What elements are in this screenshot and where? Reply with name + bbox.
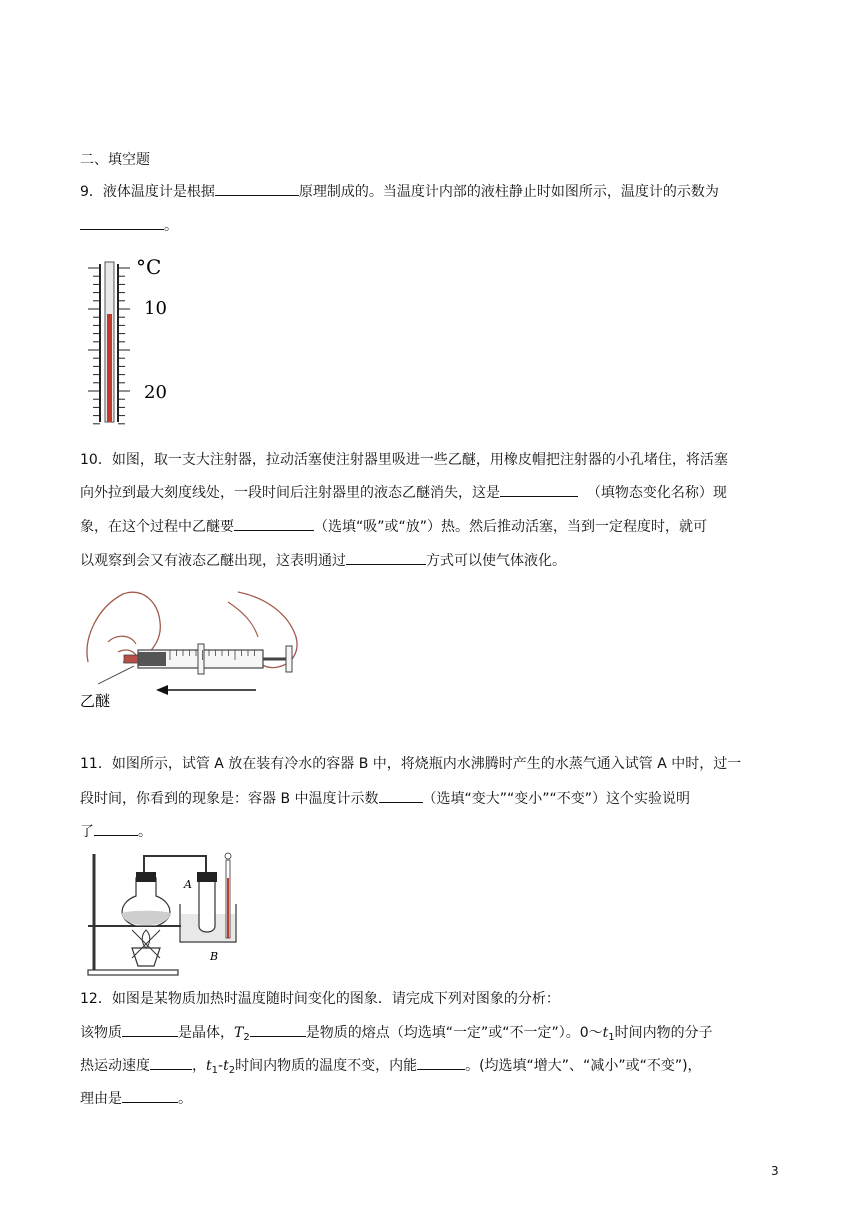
q11-line2 xyxy=(80,788,690,808)
page-number: 3 xyxy=(771,1164,779,1178)
q10-blank-2[interactable] xyxy=(234,516,314,531)
q12-text-2d: 时间内物的分子 xyxy=(614,1025,713,1041)
q12-text-3c: 时间内物质的温度不变，内能 xyxy=(235,1058,418,1074)
tick-label-10: 10 xyxy=(144,298,167,319)
plunger-head xyxy=(286,646,292,672)
q10-text-4b: 方式可以使气体液化。 xyxy=(426,553,566,569)
q12-t2-sub: 2 xyxy=(228,1065,236,1076)
q12-t1b: t xyxy=(206,1058,212,1074)
q12-blank-4[interactable] xyxy=(417,1055,465,1070)
q11-text-2a: 段时间，你看到的现象是：容器 B 中温度计示数 xyxy=(80,791,379,807)
q11-text-3a: 了 xyxy=(80,824,94,840)
q12-blank-3[interactable] xyxy=(150,1055,192,1070)
liquid-column xyxy=(107,314,112,422)
q9-end: 。 xyxy=(164,218,178,234)
q10-number: 10． xyxy=(80,452,112,468)
q11-text-3b: 。 xyxy=(138,824,152,840)
ether-pointer xyxy=(98,666,134,684)
q12-t2: t xyxy=(223,1058,229,1074)
q10-text-2a: 向外拉到最大刻度线处，一段时间后注射器里的液态乙醚消失，这是 xyxy=(80,485,500,501)
q10-line1 xyxy=(80,451,728,469)
q12-text-3a: 热运动速度 xyxy=(80,1058,150,1074)
section-title: 二、填空题 xyxy=(80,152,150,168)
ether-label: 乙醚 xyxy=(80,692,111,710)
alcohol-lamp xyxy=(132,948,160,966)
unit-label: °C xyxy=(136,255,162,279)
q12-blank-5[interactable] xyxy=(122,1088,178,1103)
q11-line1 xyxy=(80,755,741,773)
apparatus-figure xyxy=(84,848,254,978)
q12-blank-1[interactable] xyxy=(122,1022,178,1037)
q12-text-2b: 是晶体， xyxy=(178,1025,234,1041)
q9-text-a: 液体温度计是根据 xyxy=(102,184,215,200)
label-a: A xyxy=(184,878,192,891)
q12-text-4a: 理由是 xyxy=(80,1091,122,1107)
q9-number: 9． xyxy=(80,184,103,200)
q11-number: 11． xyxy=(80,756,112,772)
q12-line3: 热运动速度 ，$t_1-t_2$时间内物质的温度不变，内能 。(均选填“增大”、“减小”或“不变”)， xyxy=(80,1055,702,1080)
q12-number: 12． xyxy=(80,991,112,1007)
flame-icon xyxy=(142,930,150,948)
q12-T: T xyxy=(234,1025,244,1041)
q12-text-2c: 是物质的熔点（均选填“一定”或“不一定”）。0～ xyxy=(305,1025,603,1041)
q12-t1: t xyxy=(602,1025,609,1041)
q10-text-3b: （选填“吸”或“放”）热。然后推动活塞，当到一定程度时，就可 xyxy=(314,519,708,535)
q11-blank-2[interactable] xyxy=(94,821,138,836)
thermometer-top xyxy=(225,853,231,859)
q9-line2 xyxy=(80,215,178,235)
thermometer-liquid xyxy=(227,878,229,938)
q10-text-1: 如图，取一支大注射器，拉动活塞使注射器里吸进一些乙醚，用橡皮帽把注射器的小孔堵住，将活塞 xyxy=(111,452,728,468)
q11-line3 xyxy=(80,821,152,841)
q11-text-1: 如图所示，试管 A 放在装有冷水的容器 B 中，将烧瓶内水沸腾时产生的水蒸气通入试管 A 中时，过一 xyxy=(111,756,742,772)
tube-stopper xyxy=(197,872,217,882)
syringe-figure xyxy=(78,582,308,712)
q12-line1 xyxy=(80,990,560,1008)
right-fingers-icon xyxy=(228,602,258,637)
q12-text-3d: 。(均选填“增大”、“减小”或“不变”)， xyxy=(465,1058,702,1074)
q12-text-2a: 该物质 xyxy=(80,1025,122,1041)
q10-blank-3[interactable] xyxy=(346,550,426,565)
q9-line1 xyxy=(80,181,719,201)
q10-blank-1[interactable] xyxy=(500,482,578,497)
q12-text-1: 如图是某物质加热时温度随时间变化的图象．请完成下列对图象的分析： xyxy=(111,991,560,1007)
q9-blank-2[interactable] xyxy=(80,215,164,230)
thermometer-figure xyxy=(86,252,176,427)
q12-line4 xyxy=(80,1088,192,1108)
q12-t1b-sub: 1 xyxy=(211,1065,219,1076)
q12-blank-2[interactable] xyxy=(250,1022,306,1037)
q10-text-4a: 以观察到会又有液态乙醚出现，这表明通过 xyxy=(80,553,346,569)
q10-line4 xyxy=(80,550,566,570)
tick-label-20: 20 xyxy=(144,382,167,403)
test-tube-a xyxy=(199,876,215,932)
q12-t1-sub: 1 xyxy=(608,1032,615,1043)
q12-T-sub: 2 xyxy=(243,1032,250,1043)
q12-text-3b: ， xyxy=(192,1058,206,1074)
flask-stopper xyxy=(136,872,156,882)
q12-line2 xyxy=(80,1022,713,1047)
q9-blank-1[interactable] xyxy=(215,181,299,196)
left-arrow-icon xyxy=(156,685,168,695)
ether-liquid xyxy=(138,652,166,666)
q11-text-2b: （选填“变大”“变小”“不变”）这个实验说明 xyxy=(422,791,691,807)
syringe-flange xyxy=(198,644,204,674)
q9-text-b: 原理制成的。当温度计内部的液柱静止时如图所示，温度计的示数为 xyxy=(298,184,719,200)
q10-line3 xyxy=(80,516,707,536)
rubber-cap xyxy=(124,655,138,663)
q10-line2 xyxy=(80,482,727,502)
q10-text-3a: 象，在这个过程中乙醚要 xyxy=(80,519,234,535)
q11-blank-1[interactable] xyxy=(379,788,423,803)
q12-text-4b: 。 xyxy=(178,1091,192,1107)
label-b: B xyxy=(210,950,219,963)
stand-base xyxy=(88,970,178,975)
q10-text-2b: （填物态变化名称）现 xyxy=(586,485,727,501)
